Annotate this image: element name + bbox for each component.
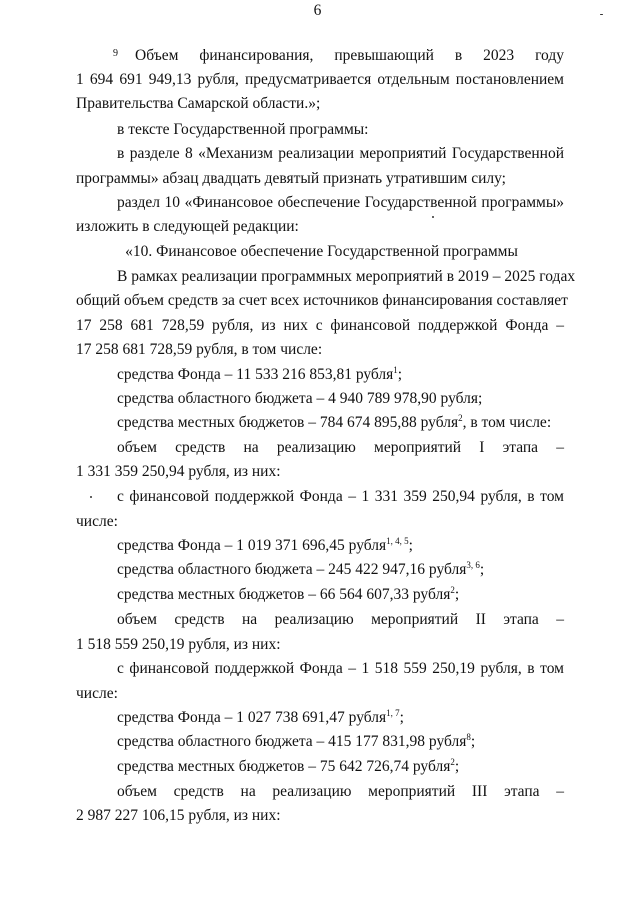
scan-speck <box>432 216 434 218</box>
section-heading: «10. Финансовое обеспечение Государственной программы <box>125 243 518 260</box>
paragraph-line <box>117 561 564 579</box>
footnote-text: Объем финансирования, превышающий в 2023 году <box>135 47 564 64</box>
paragraph-line <box>117 366 564 384</box>
footnote-ref: 8 <box>466 732 471 742</box>
line-end: ; <box>454 586 460 603</box>
line-end: ; <box>470 733 476 750</box>
paragraph-line: в разделе 8 «Механизм реализации мероприятий Государственной <box>117 145 564 162</box>
footnote-marker: 9 <box>113 48 118 59</box>
paragraph-line <box>113 47 564 65</box>
paragraph-line: 17 258 681 728,59 рубля, в том числе: <box>76 341 323 358</box>
line-text: средства местных бюджетов – 75 642 726,74 рубля <box>117 758 451 775</box>
footnote-ref: 1, 4, 5 <box>386 536 409 546</box>
paragraph-line <box>117 537 564 555</box>
paragraph-line: с финансовой поддержкой Фонда – 1 518 559 250,19 рубля, в том <box>117 660 564 677</box>
line-text: средства областного бюджета – 245 422 947,16 рубля <box>117 561 467 578</box>
paragraph-line: средства областного бюджета – 4 940 789 978,90 рубля; <box>117 390 483 407</box>
footnote-ref: 1 <box>393 365 398 375</box>
paragraph-line: объем средств на реализацию мероприятий II этапа – <box>117 611 564 628</box>
page-number: 6 <box>313 2 322 19</box>
line-text: средства Фонда – 1 027 738 691,47 рубля <box>117 709 387 726</box>
line-end: , в том числе: <box>462 414 552 431</box>
paragraph-line: 1 694 691 949,13 рубля, предусматривается отдельным постановлением <box>76 71 564 88</box>
paragraph-line: 2 987 227 106,15 рубля, из них: <box>76 807 281 824</box>
footnote-ref: 1, 7 <box>386 708 400 718</box>
footnote-ref: 2 <box>458 413 463 423</box>
paragraph-line <box>117 709 564 727</box>
paragraph-line: В рамках реализации программных мероприятий в 2019 – 2025 годах <box>117 268 576 285</box>
line-end: ; <box>399 709 404 726</box>
paragraph-line: программы» абзац двадцать девятый признать утратившим силу; <box>76 170 506 187</box>
scan-speck <box>600 14 603 15</box>
footnote-ref: 2 <box>450 585 455 595</box>
line-text: средства Фонда – 11 533 216 853,81 рубля <box>117 366 394 383</box>
paragraph-line: с финансовой поддержкой Фонда – 1 331 359 250,94 рубля, в том <box>117 488 564 505</box>
paragraph-line: объем средств на реализацию мероприятий III этапа – <box>117 783 564 800</box>
paragraph-line <box>117 586 564 604</box>
line-text: средства Фонда – 1 019 371 696,45 рубля <box>117 537 387 554</box>
paragraph-line: 1 331 359 250,94 рубля, из них: <box>76 463 281 480</box>
paragraph-line: числе: <box>76 513 118 530</box>
line-text: средства областного бюджета – 415 177 831,98 рубля <box>117 733 467 750</box>
paragraph-line <box>117 758 564 776</box>
line-end: ; <box>454 758 460 775</box>
paragraph-line <box>117 733 564 751</box>
paragraph-line: 17 258 681 728,59 рубля, из них с финансовой поддержкой Фонда – <box>76 317 564 334</box>
line-text: средства местных бюджетов – 784 674 895,88 рубля <box>117 414 459 431</box>
paragraph-line: в тексте Государственной программы: <box>117 121 369 138</box>
paragraph-line: числе: <box>76 685 118 702</box>
paragraph-line <box>117 414 564 432</box>
line-end: ; <box>408 537 413 554</box>
line-text: средства местных бюджетов – 66 564 607,33 рубля <box>117 586 451 603</box>
scan-speck <box>90 496 92 498</box>
line-end: ; <box>397 366 403 383</box>
paragraph-line: раздел 10 «Финансовое обеспечение Государственной программы» <box>117 194 564 211</box>
paragraph-line: Правительства Самарской области.»; <box>76 95 321 112</box>
line-end: ; <box>479 561 485 578</box>
footnote-ref: 2 <box>450 757 455 767</box>
paragraph-line: 1 518 559 250,19 рубля, из них: <box>76 636 281 653</box>
paragraph-line: объем средств на реализацию мероприятий I этапа – <box>117 439 564 456</box>
footnote-ref: 3, 6 <box>466 560 480 570</box>
paragraph-line: изложить в следующей редакции: <box>76 218 299 235</box>
paragraph-line: общий объем средств за счет всех источников финансирования составляет <box>76 292 568 309</box>
